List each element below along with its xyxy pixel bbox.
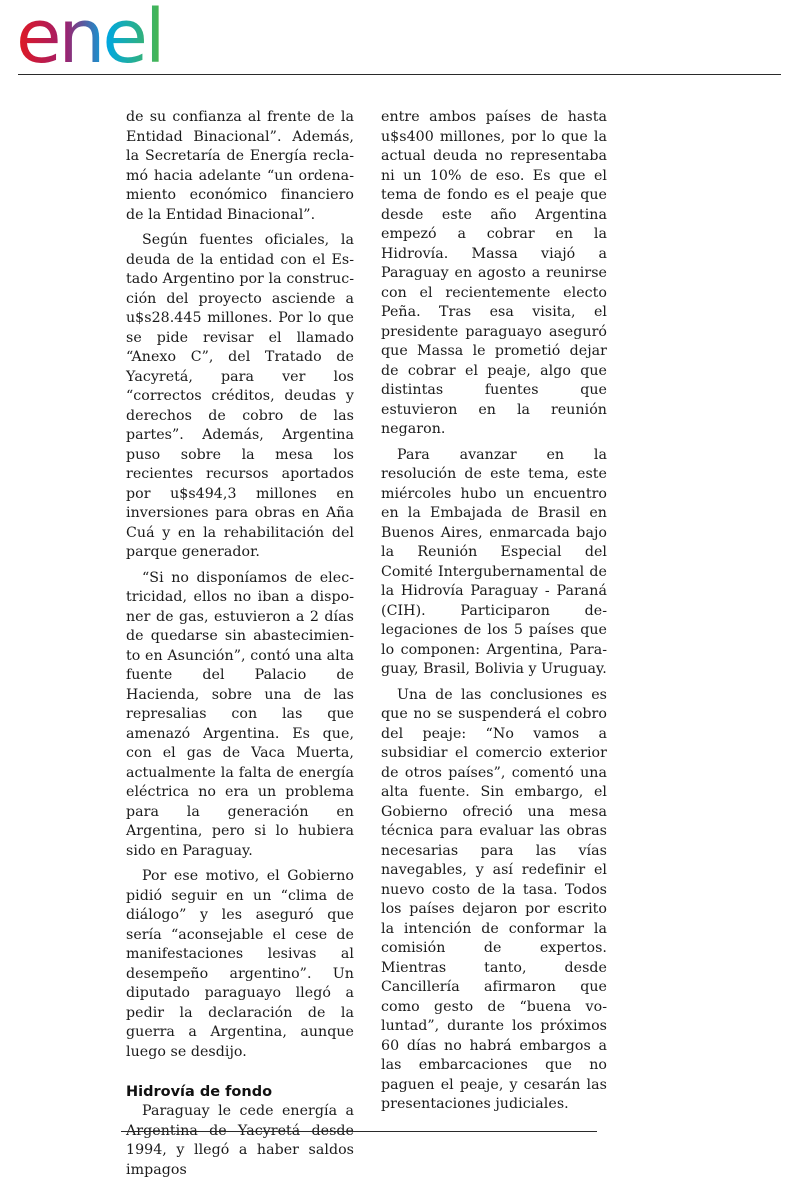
paragraph: entre ambos países de hasta u$s400 millones, por lo que la actual deuda no representaba ni un 10% de eso. Es que el tema de fondo es el peaje que desde este año Argentina empezó a cobrar en la Hidrovía. Massa viajó a Paraguay en agosto a reunirse con el recientemente electo Peña. Tras esa visita, el presidente paraguayo aseguró que Massa le prometió dejar de cobrar el peaje, algo que distintas fuentes que estuvieron en la reunión negaron.: [381, 109, 607, 437]
paragraph: de su confianza al frente de la Entidad Binacional”. Además, la Secretaría de Energía reclamó hacia adelante “un ordenamiento económico financiero de la Entidad Binacional”.: [126, 109, 354, 223]
paragraph: “Si no disponíamos de electricidad, ellos no iban a disponer de gas, estuvieron a 2 días de quedarse sin abastecimiento en Asunción”, contó una alta fuente del Palacio de Hacienda, sobre una de las represalias con las que amenazó Argentina. Es que, con el gas de Vaca Muerta, actualmente la falta de energía eléctrica no era un problema para la generación en Argentina, pero si lo hubiera sido en Paraguay.: [126, 569, 354, 859]
paragraph: Una de las conclusiones es que no se suspenderá el cobro del peaje: “No vamos a subsidiar el comercio exterior de otros países”, comentó una alta fuente. Sin embargo, el Gobierno ofreció una mesa técnica para evaluar las obras necesarias para las vías navegables, y así redefinir el nuevo costo de la tasa. Todos los países dejaron por escrito la intención de conformar la comisión de expertos. Mientras tanto, desde Cancillería afirmaron que como gesto de “buena voluntad”, durante los próximos 60 días no habrá embargos a las embarcaciones que no paguen el peaje, y cesarán las presentaciones judiciales.: [381, 686, 607, 1112]
footer-divider: [121, 1131, 597, 1132]
logo-wordmark: enel: [16, 4, 163, 70]
paragraph: Por ese motivo, el Gobierno pidió seguir en un “clima de diálogo” y les aseguró que sería “aconsejable el cese de manifestaciones lesivas al desempeño argentino”. Un diputado paraguayo llegó a pedir la declaración de la guerra a Argentina, aunque luego se desdijo.: [126, 868, 354, 1060]
paragraph: Paraguay le cede energía a Argentina de Yacyretá desde 1994, y llegó a haber saldos impagos: [126, 1103, 354, 1178]
article-column-right: [381, 108, 607, 1121]
enel-logo: [16, 4, 186, 70]
section-subheading: Hidrovía de fondo: [126, 1084, 273, 1100]
header-divider: [18, 74, 781, 75]
paragraph: Para avanzar en la resolución de este tema, este miércoles hubo un encuentro en la Embajada de Brasil en Buenos Aires, enmarcada bajo la Reunión Especial del Comité Intergubernamental de la Hidrovía Paraguay - Paraná (CIH). Participaron delegaciones de los 5 países que lo componen: Argentina, Paraguay, Brasil, Bolivia y Uruguay.: [381, 446, 607, 677]
paragraph: Según fuentes oficiales, la deuda de la entidad con el Estado Argentino por la construcción del proyecto asciende a u$s28.445 millones. Por lo que se pide revisar el llamado “Anexo C”, del Tratado de Yacyretá, para ver los “correctos créditos, deudas y derechos de cobro de las partes”. Además, Argentina puso sobre la mesa los recientes recursos aportados por u$s494,3 millones en inversiones para obras en Aña Cuá y en la rehabilitación del parque generador.: [126, 232, 354, 560]
article-column-left: [126, 108, 354, 1186]
